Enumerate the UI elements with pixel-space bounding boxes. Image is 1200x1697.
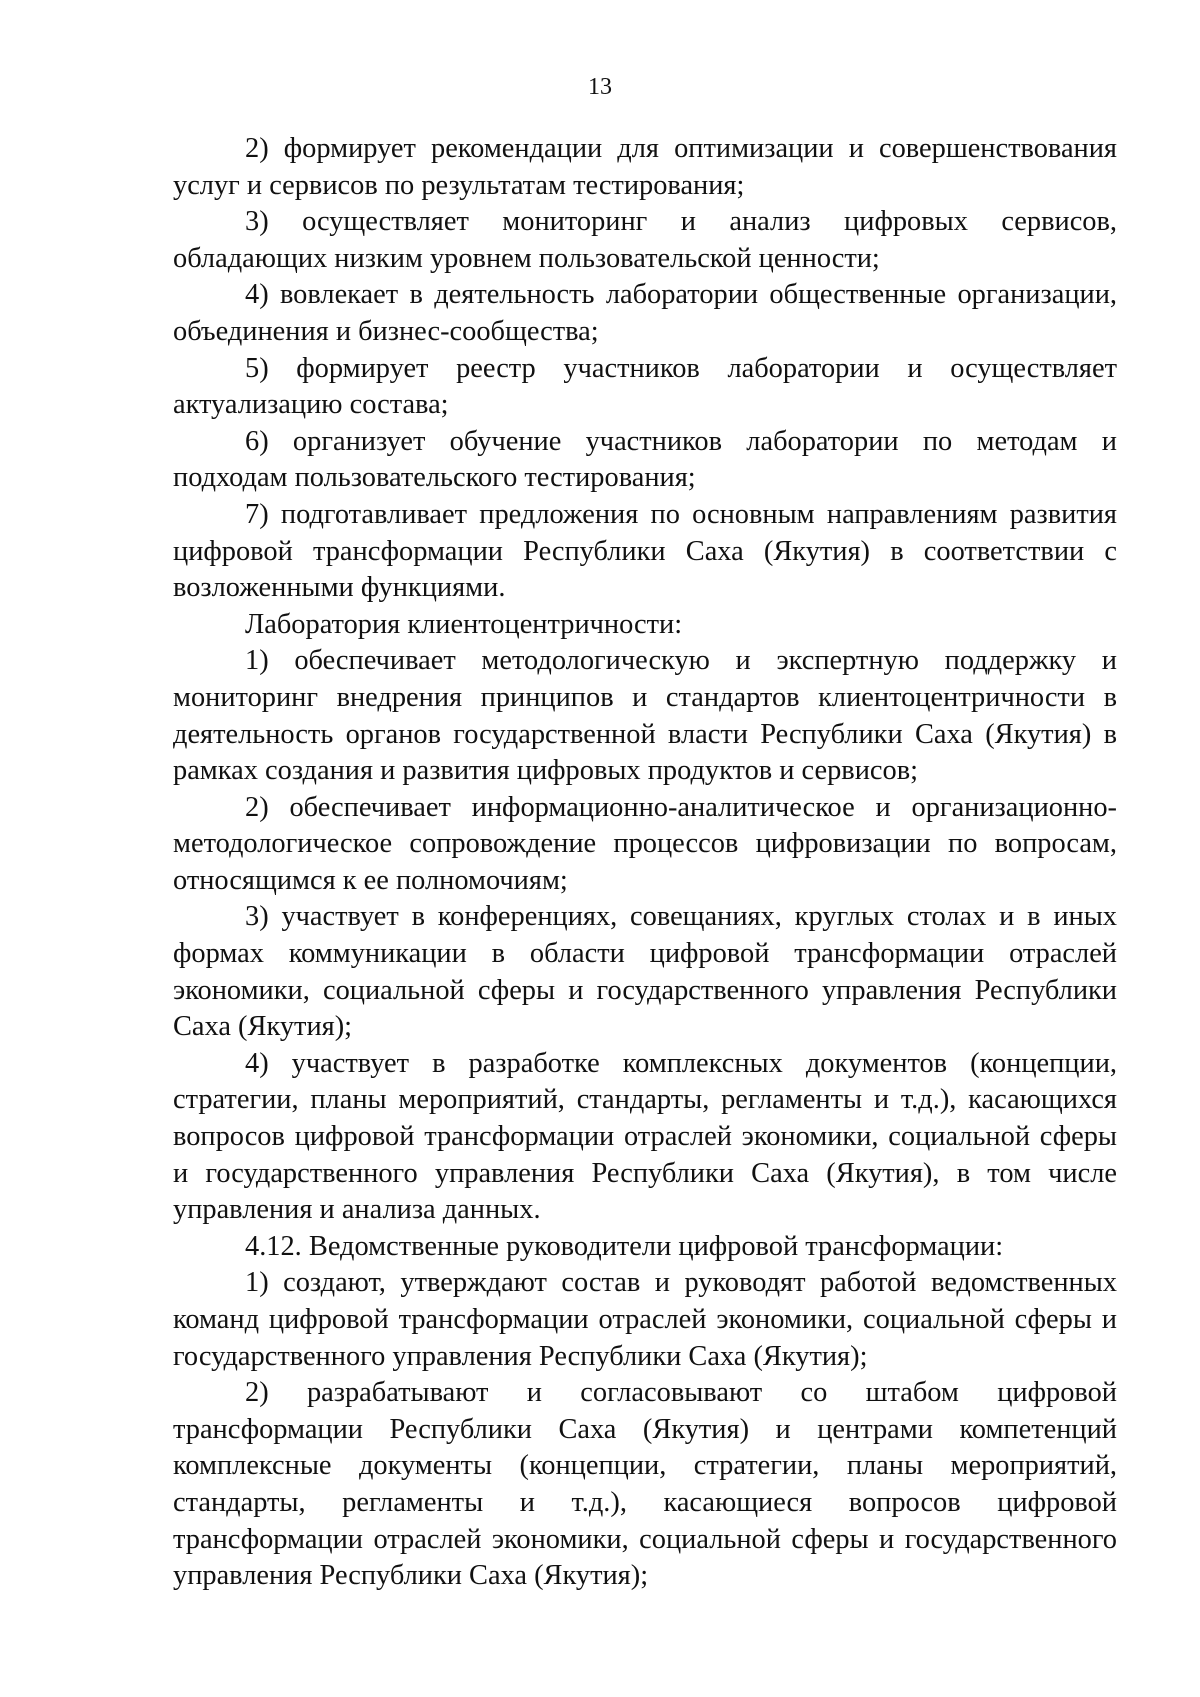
paragraph: 3) осуществляет мониторинг и анализ цифровых сервисов, обладающих низким уровнем пользовательской ценности; xyxy=(173,206,1117,274)
paragraph: 3) участвует в конференциях, совещаниях, круглых столах и в иных формах коммуникации в области цифровой трансформации отраслей экономики, социальной сферы и государственного управления Республики Саха (Якутия); xyxy=(173,901,1117,1043)
paragraph: 2) обеспечивает информационно-аналитическое и организационно-методологическое сопровождение процессов цифровизации по вопросам, относящимся к ее полномочиям; xyxy=(173,791,1117,896)
paragraph: 4) вовлекает в деятельность лаборатории общественные организации, объединения и бизнес-сообщества; xyxy=(173,279,1117,347)
paragraph: 5) формирует реестр участников лаборатории и осуществляет актуализацию состава; xyxy=(173,352,1117,421)
document-body xyxy=(173,131,1117,1595)
paragraph: 4) участвует в разработке комплексных документов (концепции, стратегии, планы мероприятий, стандарты, регламенты и т.д.), касающихся вопросов цифровой трансформации отраслей экономики, социальной сферы и государственного управления Республики Саха (Якутия), в том числе управления и анализа данных. xyxy=(173,1047,1117,1226)
paragraph: 1) создают, утверждают состав и руководят работой ведомственных команд цифровой трансформации отраслей экономики, социальной сферы и государственного управления Республики Саха (Якутия); xyxy=(173,1267,1117,1372)
paragraph: 6) организует обучение участников лаборатории по методам и подходам пользовательского тестирования; xyxy=(173,425,1117,494)
section-heading: 4.12. Ведомственные руководители цифровой трансформации: xyxy=(245,1230,1004,1262)
paragraph: 2) разрабатывают и согласовывают со штабом цифровой трансформации Республики Саха (Якутия) и центрами компетенций комплексные документы (концепции, стратегии, планы мероприятий, стандарты, регламенты и т.д.), касающиеся вопросов цифровой трансформации отраслей экономики, социальной сферы и государственного управления Республики Саха (Якутия); xyxy=(173,1377,1117,1592)
page-number: 13 xyxy=(588,74,612,100)
section-heading: Лаборатория клиентоцентричности: xyxy=(245,608,683,640)
paragraph: 1) обеспечивает методологическую и экспертную поддержку и мониторинг внедрения принципов и стандартов клиентоцентричности в деятельность органов государственной власти Республики Саха (Якутия) в рамках создания и развития цифровых продуктов и сервисов; xyxy=(173,645,1117,787)
paragraph: 7) подготавливает предложения по основным направлениям развития цифровой трансформации Республики Саха (Якутия) в соответствии с возложенными функциями. xyxy=(173,498,1117,604)
paragraph: 2) формирует рекомендации для оптимизации и совершенствования услуг и сервисов по результатам тестирования; xyxy=(173,133,1117,201)
